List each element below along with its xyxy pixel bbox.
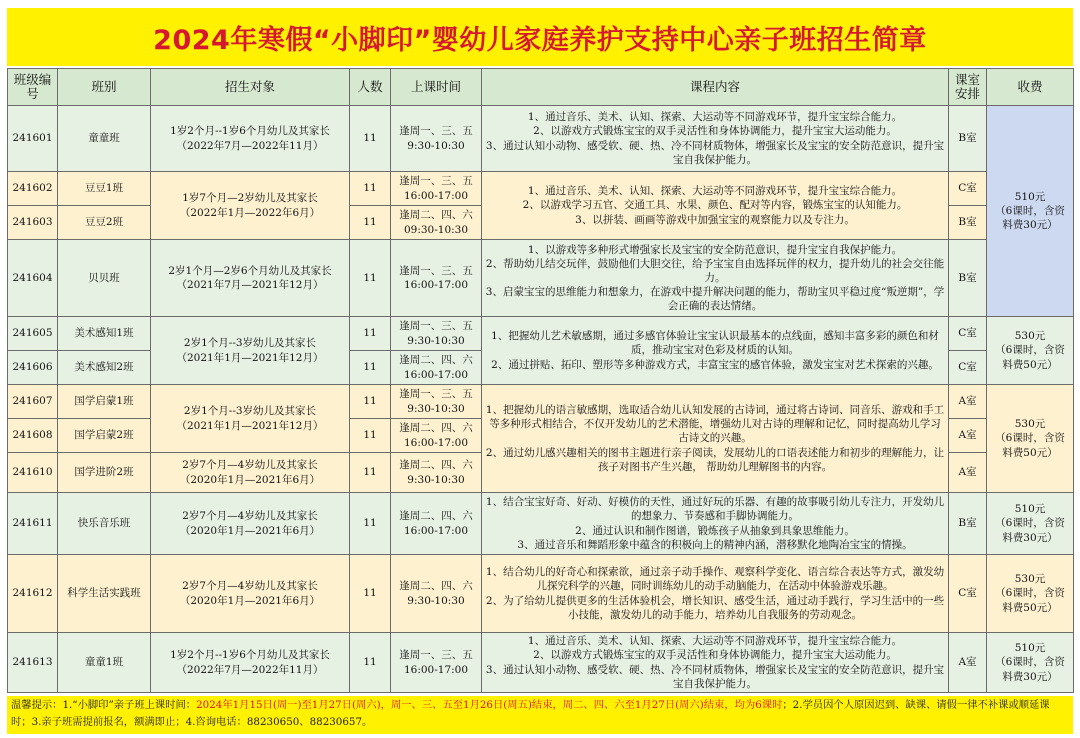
class-id: 241612 [8, 555, 58, 633]
header-count: 人数 [350, 69, 391, 106]
room-cell: A室 [949, 385, 987, 419]
count-cell: 11 [350, 633, 391, 693]
fee-cell: 510元 （6课时，含资料费30元） [987, 633, 1074, 693]
content-cell: 1、结合幼儿的好奇心和探索欲，通过亲子动手操作、观察科学变化、语言综合表达等方式，激发幼儿探究科学的兴趣，同时训练幼儿的动手动脑能力，在活动中体验游戏乐趣。 2、为了给幼儿提供更多的生活体验机会，增长知识、感受生活，通过动手践行，学习生活中的一些小技能，激发幼儿的动手能力，培养幼儿自我服务的劳动观念。 [482, 555, 949, 633]
class-id: 241605 [8, 317, 58, 351]
class-id: 241602 [8, 172, 58, 206]
target-cell: 1岁2个月--1岁6个月幼儿及其家长 （2022年7月—2022年11月） [151, 106, 350, 172]
time-cell: 逢周一、三、五 9:30-10:30 [391, 106, 482, 172]
fee-cell: 530元 （6课时，含资料费50元） [987, 317, 1074, 385]
class-name: 美术感知2班 [58, 351, 151, 385]
count-cell: 11 [350, 419, 391, 453]
content-cell: 1、以游戏等多种形式增强家长及宝宝的安全防范意识，提升宝宝自我保护能力。 2、帮助幼儿结交玩伴，鼓励他们大胆交往，给予宝宝自由选择玩伴的权力，提升幼儿的社会交往能力。 3、启蒙宝宝的思维能力和想象力，在游戏中提升解决问题的能力，帮助宝贝平稳过度“叛逆期”，学会正确的表达情绪。 [482, 240, 949, 317]
class-name: 国学启蒙2班 [58, 419, 151, 453]
title-banner [7, 8, 1073, 66]
class-name: 快乐音乐班 [58, 493, 151, 555]
class-id: 241604 [8, 240, 58, 317]
time-cell: 逢周一、三、五 16:00-17:00 [391, 172, 482, 206]
class-id: 241607 [8, 385, 58, 419]
table-row [8, 240, 1074, 317]
class-name: 美术感知1班 [58, 317, 151, 351]
target-cell: 2岁7个月—4岁幼儿及其家长 （2020年1月—2021年6月） [151, 453, 350, 493]
table-row [8, 633, 1074, 693]
fee-cell: 510元 （6课时，含资料费30元） [987, 493, 1074, 555]
room-cell: A室 [949, 419, 987, 453]
content-cell: 1、通过音乐、美术、认知、探索、大运动等不同游戏环节，提升宝宝综合能力。 2、以游戏学习五官、交通工具、水果、颜色、配对等内容，锻炼宝宝的认知能力。 3、以拼装、画画等游戏中加强宝宝的观察能力以及专注力。 [482, 172, 949, 240]
time-cell: 逢周二、四、六 9:30-10:30 [391, 453, 482, 493]
note-rules: ；2.学员因个人原因迟到、缺课、请假一律不补课或顺延课时；3.亲子班需提前报名，额满即止；4.咨询电话：88230650、88230657。 [11, 699, 1050, 728]
table-header-row [8, 69, 1074, 106]
content-cell: 1、通过音乐、美术、认知、探索、大运动等不同游戏环节，提升宝宝综合能力。 2、以游戏方式锻炼宝宝的双手灵活性和身体协调能力，提升宝宝大运动能力。 3、通过认知小动物、感受软、硬、热、冷不同材质物体，增强家长及宝宝的安全防范意识，提升宝宝自我保护能力。 [482, 106, 949, 172]
room-cell: A室 [949, 453, 987, 493]
count-cell: 11 [350, 493, 391, 555]
table-row [8, 385, 1074, 419]
table-row [8, 106, 1074, 172]
room-cell: B室 [949, 493, 987, 555]
target-cell: 1岁2个月--1岁6个月幼儿及其家长 （2022年7月—2022年11月） [151, 633, 350, 693]
class-id: 241606 [8, 351, 58, 385]
content-cell: 1、把握幼儿的语言敏感期，选取适合幼儿认知发展的古诗词，通过将古诗词、同音乐、游戏和手工等多种形式相结合，不仅开发幼儿的艺术潜能，增强幼儿对古诗的理解和记忆，同时提高幼儿学习古诗文的兴趣。 2、通过幼儿感兴趣相关的图书主题进行亲子阅读，发展幼儿的口语表述能力和初步的理解能力，让孩子对图书产生兴趣， 帮助幼儿理解图书的内容。 [482, 385, 949, 493]
header-target: 招生对象 [151, 69, 350, 106]
page-title: 2024年寒假“小脚印”婴幼儿家庭养护支持中心亲子班招生简章 [153, 24, 927, 56]
class-id: 241603 [8, 206, 58, 240]
class-id: 241610 [8, 453, 58, 493]
class-name: 国学进阶2班 [58, 453, 151, 493]
target-cell: 2岁1个月—2岁6个月幼儿及其家长 （2021年7月—2021年12月） [151, 240, 350, 317]
room-cell: B室 [949, 106, 987, 172]
class-id: 241601 [8, 106, 58, 172]
header-content: 课程内容 [482, 69, 949, 106]
class-id: 241608 [8, 419, 58, 453]
room-cell: A室 [949, 633, 987, 693]
time-cell: 逢周二、四、六 9:30-10:30 [391, 555, 482, 633]
header-room: 课室安排 [949, 69, 987, 106]
table-row [8, 493, 1074, 555]
count-cell: 11 [350, 385, 391, 419]
room-cell: C室 [949, 172, 987, 206]
target-cell: 2岁1个月--3岁幼儿及其家长 （2021年1月—2021年12月） [151, 317, 350, 385]
class-name: 豆豆1班 [58, 172, 151, 206]
time-cell: 逢周一、三、五 16:00-17:00 [391, 633, 482, 693]
count-cell: 11 [350, 555, 391, 633]
time-cell: 逢周二、四、六 16:00-17:00 [391, 351, 482, 385]
fee-cell: 530元 （6课时，含资料费50元） [987, 555, 1074, 633]
count-cell: 11 [350, 172, 391, 206]
count-cell: 11 [350, 351, 391, 385]
count-cell: 11 [350, 106, 391, 172]
class-name: 豆豆2班 [58, 206, 151, 240]
fee-cell: 530元 （6课时，含资料费50元） [987, 385, 1074, 493]
count-cell: 11 [350, 206, 391, 240]
class-name: 国学启蒙1班 [58, 385, 151, 419]
fee-cell: 510元 （6课时，含资料费30元） [987, 106, 1074, 317]
room-cell: C室 [949, 351, 987, 385]
note-intro: 温馨提示：1.“小脚印”亲子班上课时间： [11, 699, 197, 711]
time-cell: 逢周二、四、六 16:00-17:00 [391, 493, 482, 555]
room-cell: B室 [949, 240, 987, 317]
note-schedule: 2024年1月15日(周一)至1月27日(周六)，周一、三、五至1月26日(周五)结束，周二、四、六至1月27日(周六)结束，均为6课时 [196, 699, 783, 711]
content-cell: 1、通过音乐、美术、认知、探索、大运动等不同游戏环节，提升宝宝综合能力。 2、以游戏方式锻炼宝宝的双手灵活性和身体协调能力，提升宝宝大运动能力。 3、通过认知小动物、感受软、硬、热、冷不同材质物体，增强家长及宝宝的安全防范意识，提升宝宝自我保护能力。 [482, 633, 949, 693]
header-class-name: 班别 [58, 69, 151, 106]
header-time: 上课时间 [391, 69, 482, 106]
table-row [8, 172, 1074, 206]
content-cell: 1、把握幼儿艺术敏感期，通过多感官体验让宝宝认识最基本的点线面，感知丰富多彩的颜色和材质，推动宝宝对色彩及材质的认知。 2、通过拼贴、拓印、塑形等多种游戏方式，丰富宝宝的感官体验，激发宝宝对艺术探索的兴趣。 [482, 317, 949, 385]
room-cell: C室 [949, 317, 987, 351]
header-class-id: 班级编号 [8, 69, 58, 106]
count-cell: 11 [350, 240, 391, 317]
class-id: 241611 [8, 493, 58, 555]
time-cell: 逢周二、四、六 16:00-17:00 [391, 419, 482, 453]
room-cell: B室 [949, 206, 987, 240]
header-fee: 收费 [987, 69, 1074, 106]
time-cell: 逢周一、三、五 16:00-17:00 [391, 240, 482, 317]
class-name: 童童1班 [58, 633, 151, 693]
time-cell: 逢周一、三、五 9:30-10:30 [391, 317, 482, 351]
target-cell: 2岁7个月—4岁幼儿及其家长 （2020年1月—2021年6月） [151, 555, 350, 633]
count-cell: 11 [350, 317, 391, 351]
footer-note [7, 696, 1073, 734]
class-name: 科学生活实践班 [58, 555, 151, 633]
table-row [8, 555, 1074, 633]
content-cell: 1、结合宝宝好奇、好动、好模仿的天性，通过好玩的乐器、有趣的故事吸引幼儿专注力，开发幼儿的想象力、节奏感和手脚协调能力。 2、通过认识和制作图谱，锻炼孩子从抽象到具象思维能力。 3、通过音乐和舞蹈形象中蕴含的积极向上的精神内涵，潜移默化地陶冶宝宝的情操。 [482, 493, 949, 555]
enrollment-table [7, 68, 1074, 693]
room-cell: C室 [949, 555, 987, 633]
time-cell: 逢周一、三、五 9:30-10:30 [391, 385, 482, 419]
table-row [8, 317, 1074, 351]
target-cell: 2岁7个月—4岁幼儿及其家长 （2020年1月—2021年6月） [151, 493, 350, 555]
class-id: 241613 [8, 633, 58, 693]
time-cell: 逢周二、四、六 09:30-10:30 [391, 206, 482, 240]
class-name: 贝贝班 [58, 240, 151, 317]
class-name: 童童班 [58, 106, 151, 172]
target-cell: 2岁1个月--3岁幼儿及其家长 （2021年1月—2021年12月） [151, 385, 350, 453]
target-cell: 1岁7个月—2岁幼儿及其家长 （2022年1月—2022年6月） [151, 172, 350, 240]
count-cell: 11 [350, 453, 391, 493]
